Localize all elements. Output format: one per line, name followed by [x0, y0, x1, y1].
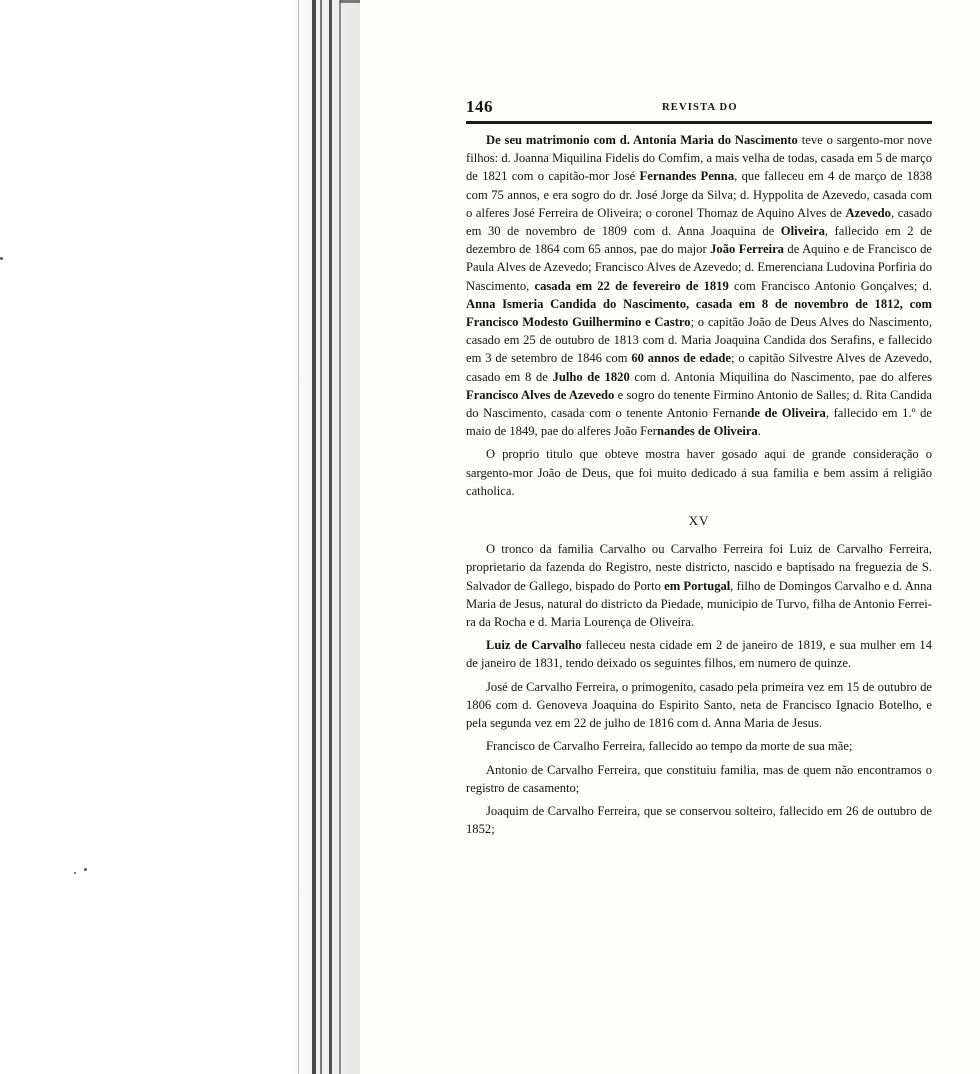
paragraph: [466, 737, 932, 755]
text-run: de Aquino e de Francisco de Paula Alves de Azevedo; Francisco Alves de Azevedo; d. Emerenciana Ludovina Porfiria do Nascimento,: [466, 242, 933, 293]
bold-text-run: Fernandes Penna: [639, 169, 735, 184]
text-run: , fallecido em 2 de dezembro de 1864 com 65 annos, pae do major: [466, 224, 932, 257]
binding-shadow: [339, 0, 341, 1074]
binding-shadow: [298, 0, 299, 1074]
bold-text-run: Azevedo: [845, 205, 891, 220]
text-run: O proprio titulo que obteve mostra haver gosado aqui de grande consideração o sargento-mor João de Deus, que foi muito dedicado á sua familia e bem assim á religião catholica.: [466, 447, 932, 498]
bold-text-run: João Ferreira: [710, 242, 784, 257]
bold-text-run: em Portugal: [664, 578, 731, 593]
text-run: teve o sargento-mor nove filhos: d. Joanna Miquilina Fidelis do Comfim, a mais velha de todas, casada em 5 de março de 1821 com o capitão-mor José: [466, 133, 933, 184]
text-run: , que falleceu em 4 de março de 1838 com 75 annos, e era sogro do dr. José Jorge da Silva; d. Hyppolita de Azevedo, casada com o alferes José Ferreira de Oliveira; o coronel Thomaz de Aquino Alves de: [466, 169, 932, 220]
bold-text-run: Oliveira: [780, 224, 825, 239]
paragraph: [466, 802, 932, 838]
text-run: e sogro do tenente Firmino Antonio de Salles; d. Rita Candida do Nascimento, casada com o tenente Antonio Fernan: [466, 387, 933, 421]
bold-text-run: 60 annos de edade: [631, 351, 731, 366]
bold-text-run: Luiz de Carvalho: [486, 638, 582, 653]
binding-shadow: [329, 0, 332, 1074]
bold-text-run: Anna Ismeria Candida do Nascimento, casada em 8 de novembro de 1812, com Francisco Modesto Guilhermino e Castro: [466, 296, 932, 330]
paragraph: [466, 445, 932, 500]
text-run: , fallecido em 1.º de maio de 1849, pae do alferes João Fer: [466, 406, 932, 439]
text-run: , filho de Domingos Carvalho e d. Anna Maria de Jesus, natural do districto da Piedade, municipio de Turvo, filha de Antonio Ferreira da Rocha e d. Maria Lourença de Oliveira.: [466, 578, 932, 630]
bold-text-run: casada em 22 de fevereiro de 1819: [534, 278, 729, 293]
text-run: Francisco de Carvalho Ferreira, fallecido ao tempo da morte de sua mãe;: [486, 739, 853, 754]
header-rule: [466, 121, 932, 124]
paper-speck: [84, 868, 87, 871]
text-run: , casado em 30 de novembro de 1809 com d. Anna Joaquina de: [466, 205, 932, 239]
text-run: Antonio de Carvalho Ferreira, que constituiu familia, mas de quem não encontramos o registro de casamento;: [466, 762, 932, 795]
text-block-section-xv: [466, 540, 932, 838]
paragraph: [466, 540, 932, 631]
running-title: REVISTA DO: [662, 102, 738, 113]
paper-speck: [74, 872, 76, 874]
paragraph: [466, 678, 932, 733]
page-gutter: [0, 0, 360, 1074]
binding-shadow: [312, 0, 316, 1074]
text-run: Joaquim de Carvalho Ferreira, que se conservou solteiro, fallecido em 26 de outubro de 1852;: [466, 803, 932, 837]
paper-speck: [0, 257, 3, 260]
bold-text-run: nandes de Oliveira: [656, 424, 758, 439]
text-run: José de Carvalho Ferreira, o primogenito, casado pela primeira vez em 15 de outubro de 1806 com d. Genoveva Joaquina do Espirito Santo, neta de Francisco Ignacio Botelho, e pela segunda vez em 22 de julho de 1816 com d. Anna Maria de Jesus.: [466, 679, 932, 731]
page-header: [466, 97, 932, 121]
text-run: .: [757, 424, 761, 439]
bold-text-run: de de Oliveira: [747, 406, 826, 421]
section-heading: XV: [688, 513, 710, 529]
page-body: [466, 131, 932, 843]
binding-shadow: [320, 0, 322, 1074]
bold-text-run: Julho de 1820: [552, 369, 630, 384]
text-run: falleceu nesta cidade em 2 de janeiro de 1819, e sua mulher em 14 de janeiro de 1831, tendo deixado os seguintes filhos, em numero de quinze.: [466, 638, 932, 671]
text-run: ; o capitão João de Deus Alves do Nascimento, casado em 25 de outubro de 1813 com d. Maria Joaquina Candida dos Serafins, e fallecido em 3 de setembro de 1846 com: [466, 315, 932, 366]
paragraph: [466, 761, 932, 797]
bold-text-run: Francisco Alves de Azevedo: [466, 387, 615, 402]
text-run: ; o capitão Silvestre Alves de Azevedo, casado em 8 de: [466, 351, 932, 384]
text-run: com Francisco Antonio Gonçalves; d.: [728, 278, 933, 293]
text-run: com d. Antonia Miquilina do Nascimento, pae do alferes: [629, 369, 932, 384]
text-block-before-section: [466, 131, 932, 500]
bold-text-run: De seu matrimonio com d. Antonia Maria do Nascimento: [486, 133, 798, 147]
page-number: 146: [466, 97, 493, 116]
text-run: O tronco da familia Carvalho ou Carvalho Ferreira foi Luiz de Carvalho Ferreira, proprietario da fazenda do Registro, neste districto, nascido e baptisado na freguezia de S. Salvador de Gallego, bispado do Porto: [466, 542, 932, 593]
paragraph: [466, 131, 932, 440]
paragraph: [466, 636, 932, 672]
